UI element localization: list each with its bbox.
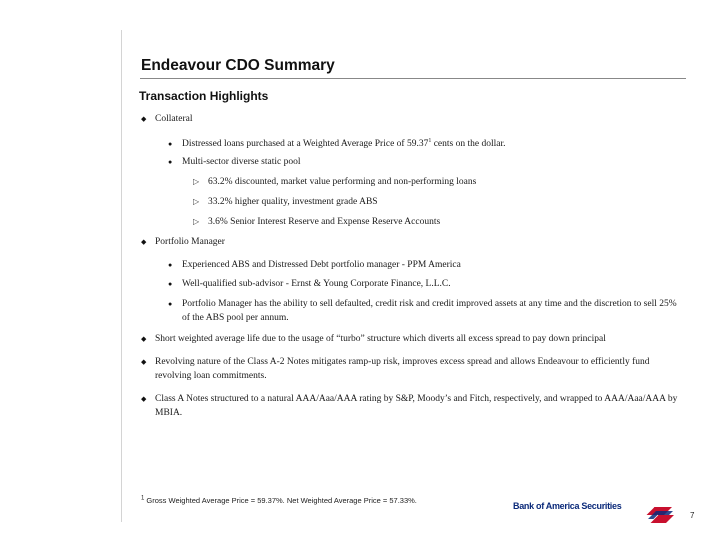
arrow-bullet-icon: ▷ bbox=[193, 217, 200, 226]
round-bullet-icon: ● bbox=[168, 261, 173, 269]
arrow-bullet-icon: ▷ bbox=[193, 197, 200, 206]
left-margin-line bbox=[121, 30, 122, 522]
section-heading: Transaction Highlights bbox=[139, 89, 269, 103]
slide-title: Endeavour CDO Summary bbox=[141, 57, 335, 74]
bullet-class-a-rating: Class A Notes structured to a natural AAA/Aaa/AAA rating by S&P, Moody’s and Fitch, respectively, and wrapped to AAA/Aaa/AAA by MBIA. bbox=[155, 394, 678, 418]
diamond-bullet-icon: ◆ bbox=[141, 238, 147, 246]
footnote-ref: 1 bbox=[428, 137, 432, 144]
flag-logo-icon bbox=[644, 503, 674, 529]
round-bullet-icon: ● bbox=[168, 158, 173, 166]
footnote: $^1$ Gross Weighted Average Price = 59.37%. Net Weighted Average Price = 57.33%. bbox=[141, 495, 417, 505]
diamond-bullet-icon: ◆ bbox=[141, 335, 147, 343]
bullet-pm-subadvisor: Well-qualified sub-advisor - Ernst & Young Corporate Finance, L.L.C. bbox=[182, 279, 451, 289]
bullet-collateral: Collateral bbox=[155, 114, 193, 124]
round-bullet-icon: ● bbox=[168, 140, 173, 148]
bullet-revolving-notes: Revolving nature of the Class A-2 Notes mitigates ramp-up risk, improves excess spread and allows Endeavour to efficiently fund revolving loan commitments. bbox=[155, 357, 650, 381]
page-number: 7 bbox=[690, 511, 695, 520]
sub-bullet-discounted: 63.2% discounted, market value performing and non-performing loans bbox=[208, 177, 477, 187]
bullet-multi-sector: Multi-sector diverse static pool bbox=[182, 157, 301, 167]
diamond-bullet-icon: ◆ bbox=[141, 395, 147, 403]
diamond-bullet-icon: ◆ bbox=[141, 358, 147, 366]
sub-bullet-investment-grade: 33.2% higher quality, investment grade ABS bbox=[208, 197, 378, 207]
bullet-portfolio-manager: Portfolio Manager bbox=[155, 237, 225, 247]
title-divider bbox=[140, 78, 686, 79]
bullet-turbo-structure: Short weighted average life due to the usage of “turbo” structure which diverts all excess spread to pay down principal bbox=[155, 334, 606, 344]
arrow-bullet-icon: ▷ bbox=[193, 177, 200, 186]
sub-bullet-reserve: 3.6% Senior Interest Reserve and Expense Reserve Accounts bbox=[208, 217, 441, 227]
bank-of-america-logo-text: Bank of America Securities bbox=[513, 501, 622, 511]
round-bullet-icon: ● bbox=[168, 300, 173, 308]
bullet-pm-ability: Portfolio Manager has the ability to sell defaulted, credit risk and credit improved assets at any time and the discretion to sell 25% of the ABS pool per annum. bbox=[182, 299, 677, 323]
bullet-distressed-loans: Distressed loans purchased at a Weighted Average Price of 59.37$^1$ cents on the dollar. bbox=[182, 137, 506, 149]
round-bullet-icon: ● bbox=[168, 280, 173, 288]
diamond-bullet-icon: ◆ bbox=[141, 115, 147, 123]
bullet-pm-experience: Experienced ABS and Distressed Debt portfolio manager - PPM America bbox=[182, 260, 461, 270]
